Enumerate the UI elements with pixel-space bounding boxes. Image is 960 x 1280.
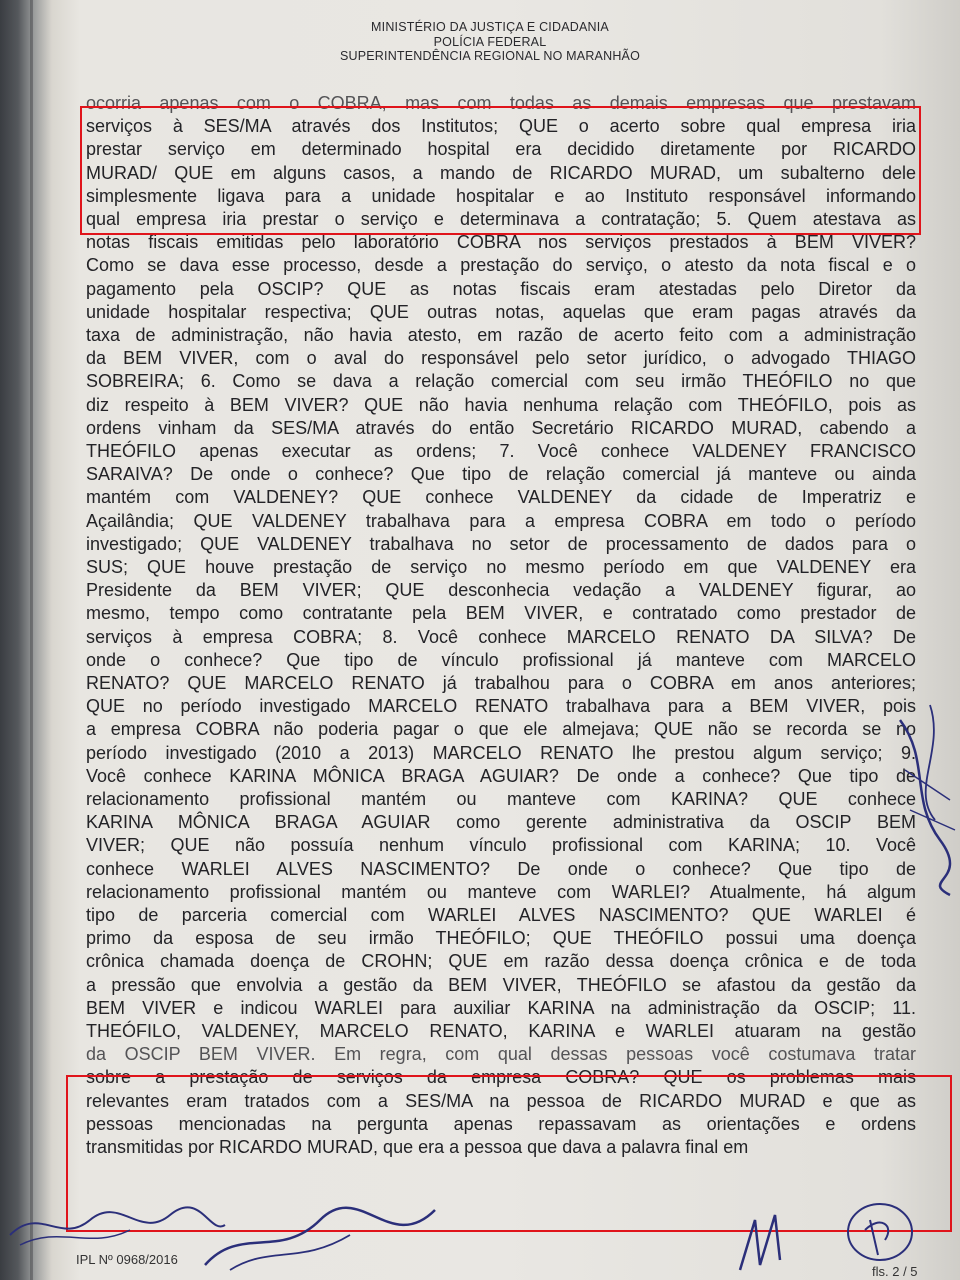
initials-circle — [840, 1200, 920, 1270]
text-line: pagamento pela OSCIP? QUE as notas fiscais eram atestadas pelo Diretor da — [86, 278, 916, 299]
header-superintendence: SUPERINTENDÊNCIA REGIONAL NO MARANHÃO — [339, 49, 641, 63]
text-line: onde o conhece? Que tipo de vínculo profissional já manteve com MARCELO — [86, 649, 916, 670]
text-line: ordens vinham da SES/MA através do então Secretário RICARDO MURAD, cabendo a — [86, 417, 916, 438]
text-line: relacionamento profissional mantém ou manteve com KARINA? QUE conhece — [86, 789, 916, 809]
header-police: POLÍCIA FEDERAL — [433, 35, 547, 49]
text-line: serviços à empresa COBRA; 8. Você conhece MARCELO RENATO DA SILVA? De — [86, 626, 916, 647]
signature-bottom-center — [200, 1205, 440, 1275]
inquiry-number: IPL Nº 0968/2016 — [76, 1252, 178, 1267]
signature-bottom-left — [0, 1195, 230, 1255]
text-line: Você conhece KARINA MÔNICA BRAGA AGUIAR? De onde a conhece? Que tipo de — [86, 765, 916, 786]
text-line: conhece WARLEI ALVES NASCIMENTO? De onde o conhece? Que tipo de — [86, 858, 916, 879]
text-line: THEÓFILO apenas executar as ordens; 7. Você conhece VALDENEY FRANCISCO — [86, 441, 916, 461]
text-line: a pressão que envolvia a gestão da BEM VIVER, THEÓFILO se afastou da gestão da — [86, 974, 916, 995]
text-line: Como se dava esse processo, desde a prestação do serviço, o atesto da nota fiscal e o — [86, 255, 916, 276]
text-line: crônica chamada doença de CROHN; QUE em razão dessa doença crônica e de toda — [86, 951, 916, 972]
text-line: SARAIVA? De onde o conhece? Que tipo de relação comercial já manteve ou ainda — [86, 464, 916, 485]
text-line: BEM VIVER e indicou WARLEI para auxiliar KARINA na administração da OSCIP; 11. — [86, 997, 916, 1018]
text-line: da BEM VIVER, com o aval do responsável pelo setor jurídico, o advogado THIAGO — [86, 348, 916, 369]
header-ministry: MINISTÉRIO DA JUSTIÇA E CIDADANIA — [371, 20, 609, 34]
text-line: MURAD/ QUE em alguns casos, a mando de RICARDO MURAD, um subalterno dele — [86, 162, 916, 183]
text-line: unidade hospitalar respectiva; QUE outras notas, aquelas que eram pagas através da — [86, 301, 916, 322]
text-line: transmitidas por RICARDO MURAD, que era a pessoa que dava a palavra final em — [86, 1137, 749, 1157]
page-binding-edge — [30, 0, 33, 1280]
text-line: RENATO? QUE MARCELO RENATO já trabalhou para o COBRA em anos anteriores; — [86, 673, 916, 693]
text-line: Presidente da BEM VIVER; QUE desconhecia vedação a VALDENEY figurar, ao — [86, 580, 916, 601]
text-line: mesmo, tempo como contratante pela BEM VIVER, e contratado como prestador de — [86, 603, 916, 624]
text-line: simplesmente ligava para a unidade hospitalar e ao Instituto responsável informando — [86, 185, 916, 206]
text-line: taxa de administração, não havia atesto, em razão de acerto feito com a administração — [86, 325, 916, 345]
text-line: SUS; QUE houve prestação de serviço no mesmo período em que VALDENEY era — [86, 557, 916, 577]
text-line: período investigado (2010 a 2013) MARCELO RENATO lhe prestou algum serviço; 9. — [86, 742, 916, 763]
text-line: qual empresa iria prestar o serviço e determinava a contratação; 5. Quem atestava as — [86, 209, 916, 229]
text-line: diz respeito à BEM VIVER? QUE não havia nenhuma relação com THEÓFILO, pois as — [86, 394, 916, 415]
text-line: relacionamento profissional mantém ou manteve com WARLEI? Atualmente, há algum — [86, 881, 916, 902]
text-line: QUE no período investigado MARCELO RENATO trabalhava para a BEM VIVER, pois — [86, 696, 916, 717]
text-line: sobre a prestação de serviços da empresa COBRA? QUE os problemas mais — [86, 1067, 916, 1088]
text-line: investigado; QUE VALDENEY trabalhava no setor de processamento de dados para o — [86, 533, 916, 554]
text-line: ocorria apenas com o COBRA, mas com todas as demais empresas que prestavam — [86, 93, 916, 113]
text-line: da OSCIP BEM VIVER. Em regra, com qual dessas pessoas você costumava tratar — [86, 1044, 916, 1065]
text-line: a empresa COBRA não poderia pagar o que ele almejava; QUE não se recorda se no — [86, 719, 916, 740]
text-line: prestar serviço em determinado hospital era decidido diretamente por RICARDO — [86, 139, 916, 160]
text-line: VIVER; QUE não possuía nenhum vínculo profissional com KARINA; 10. Você — [86, 835, 916, 856]
text-line: tipo de parceria comercial com WARLEI ALVES NASCIMENTO? QUE WARLEI é — [86, 905, 916, 925]
page-number: fls. 2 / 5 — [872, 1264, 918, 1279]
text-line: mantém com VALDENEY? QUE conhece VALDENEY da cidade de Imperatriz e — [86, 487, 916, 508]
signature-bottom-right — [730, 1205, 790, 1275]
text-line: KARINA MÔNICA BRAGA AGUIAR como gerente administrativa da OSCIP BEM — [86, 812, 916, 833]
text-line: Açailândia; QUE VALDENEY trabalhava para a empresa COBRA em todo o período — [86, 510, 916, 531]
text-line: notas fiscais emitidas pelo laboratório COBRA nos serviços prestados à BEM VIVER? — [86, 232, 916, 253]
text-line: relevantes eram tratados com a SES/MA na pessoa de RICARDO MURAD e que as — [86, 1090, 916, 1111]
text-line: serviços à SES/MA através dos Institutos; QUE o acerto sobre qual empresa iria — [86, 116, 916, 137]
text-line: pessoas mencionadas na pergunta apenas repassavam as orientações e ordens — [86, 1113, 916, 1134]
text-line: primo da esposa de seu irmão THEÓFILO; QUE THEÓFILO possui uma doença — [86, 928, 916, 949]
signature-margin-right — [890, 700, 960, 900]
text-line: SOBREIRA; 6. Como se dava a relação comercial com seu irmão THEÓFILO no que — [86, 371, 916, 392]
highlight-box-top — [80, 106, 921, 235]
text-line: THEÓFILO, VALDENEY, MARCELO RENATO, KARINA e WARLEI atuaram na gestão — [86, 1021, 916, 1041]
